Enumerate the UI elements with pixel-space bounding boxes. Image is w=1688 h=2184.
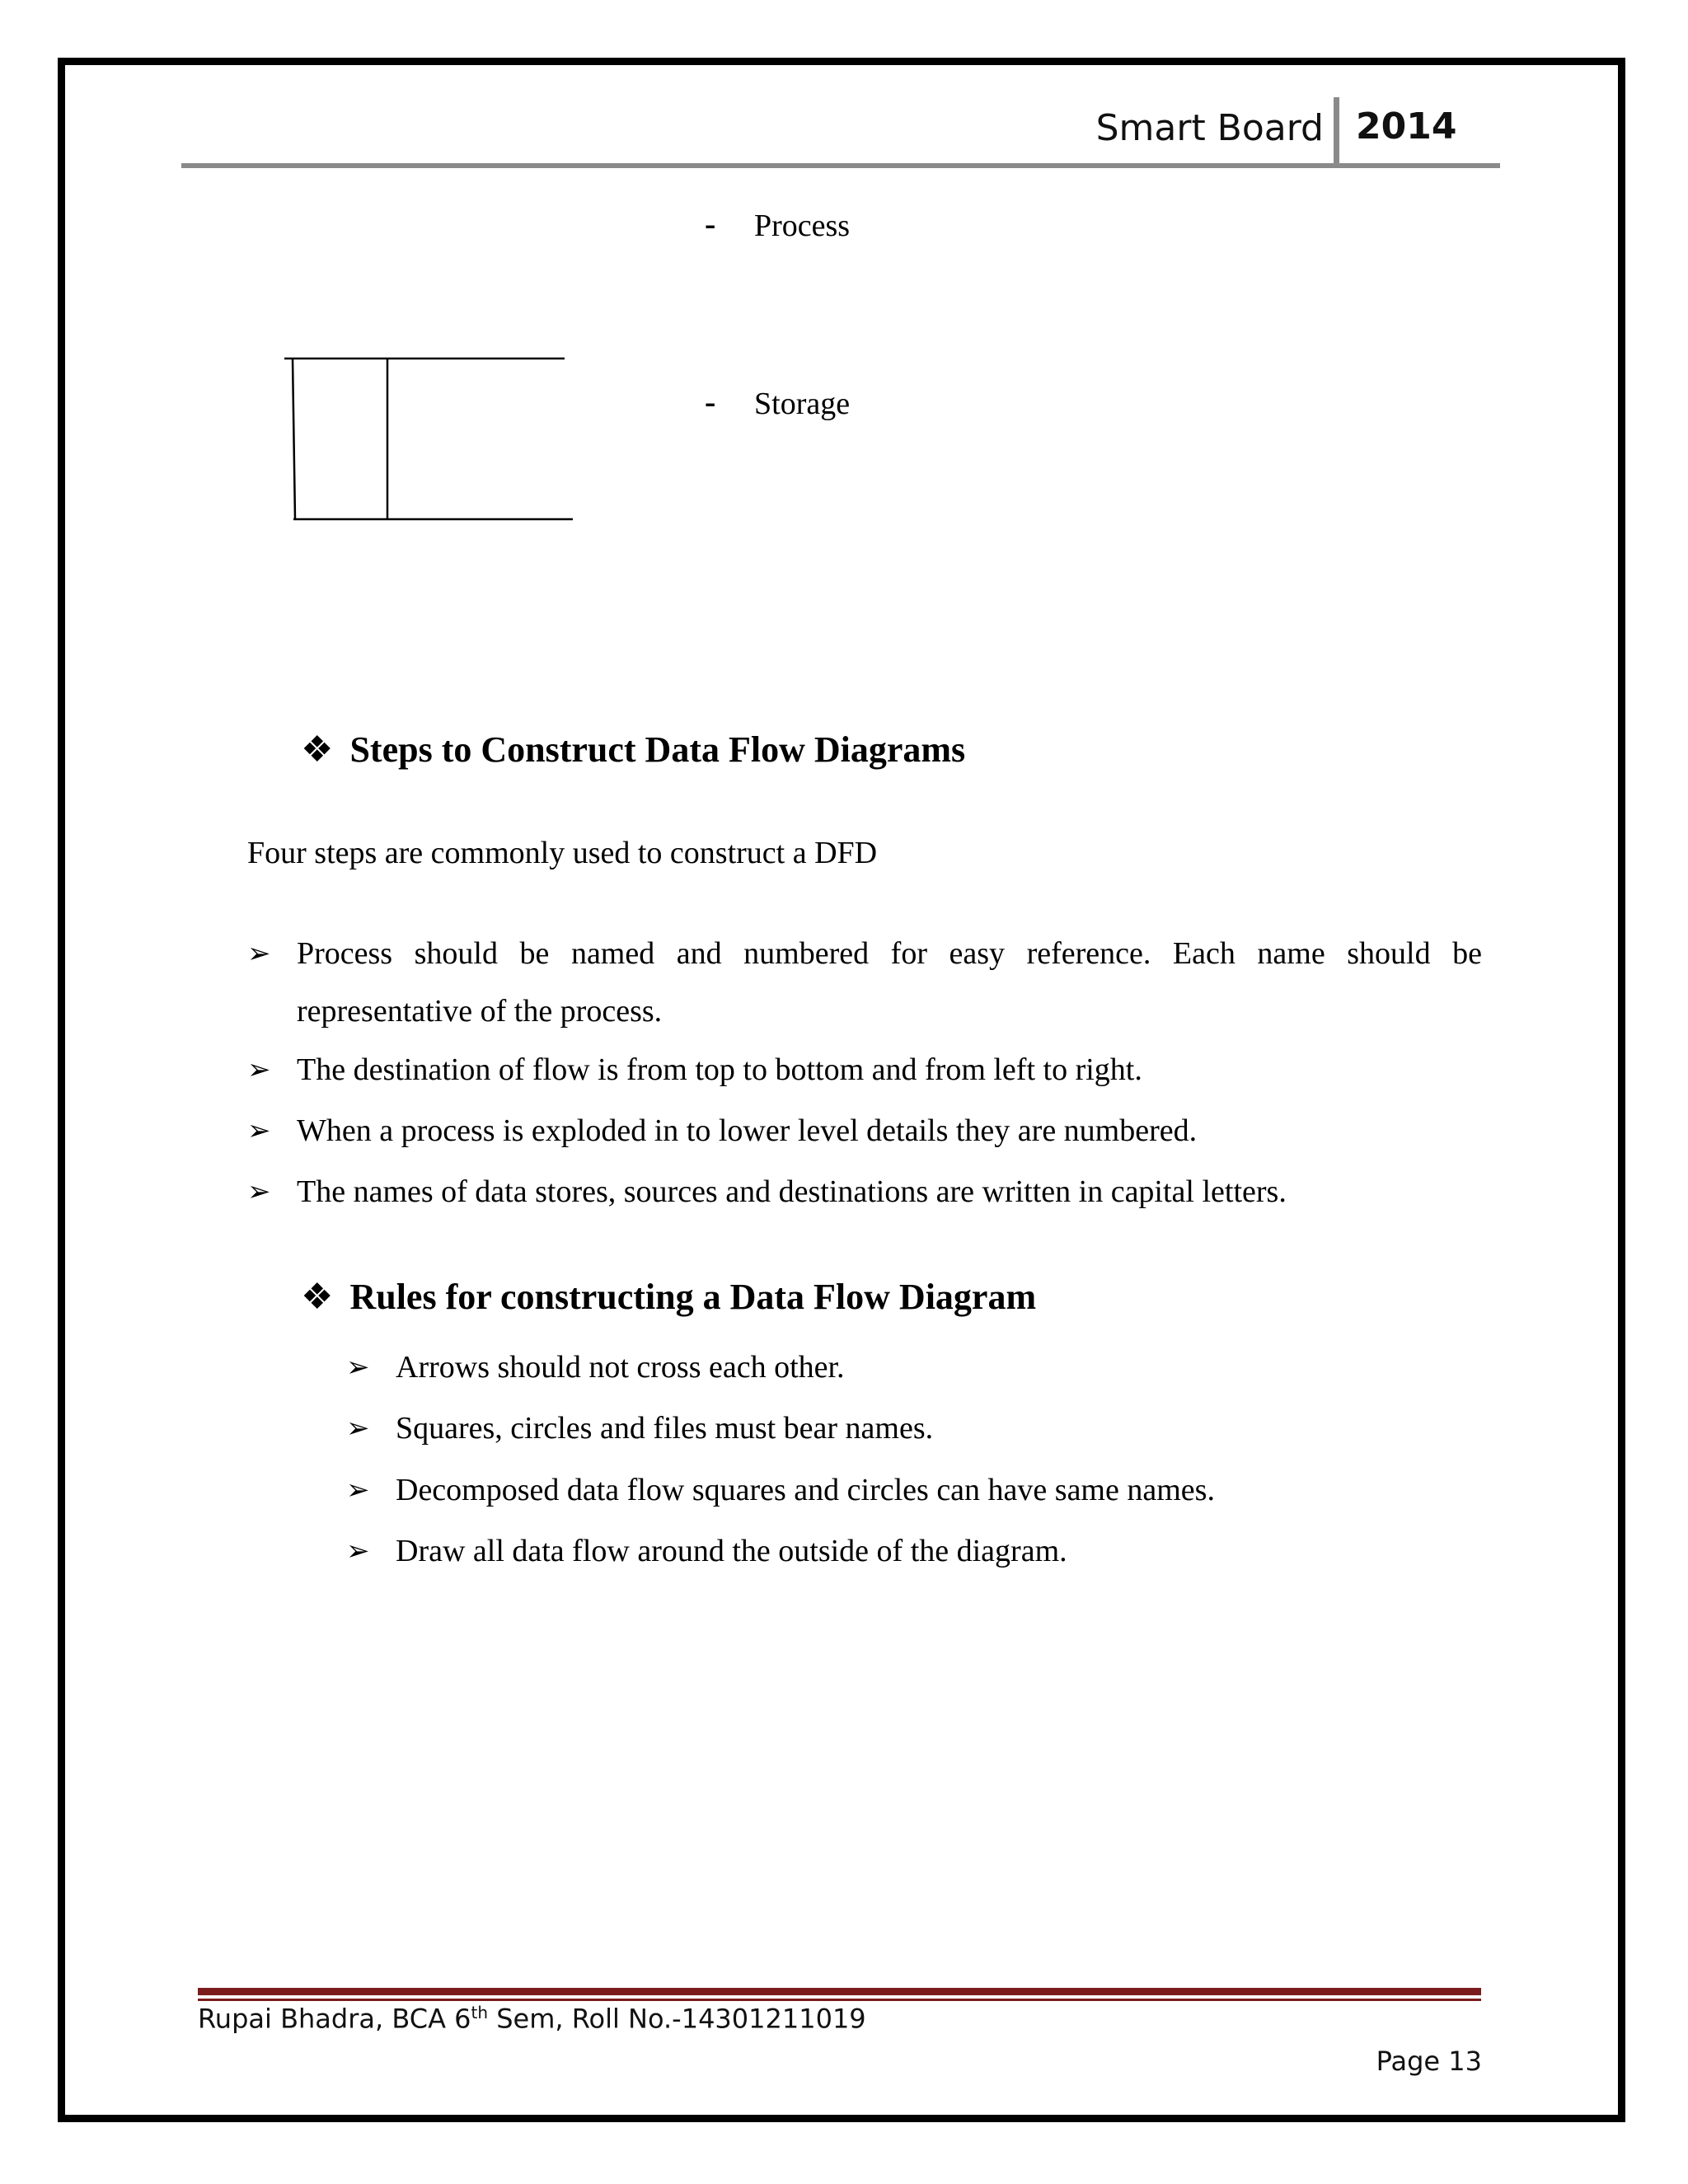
heading-text: Steps to Construct Data Flow Diagrams xyxy=(349,729,966,770)
footer-author-sup: th xyxy=(471,2003,489,2022)
footer-rule-thin xyxy=(198,1999,1481,2001)
page-number: Page 13 xyxy=(1376,2046,1482,2077)
arrow-bullet-icon: ➢ xyxy=(247,1114,271,1147)
section-heading-rules xyxy=(301,1276,1036,1318)
list-item xyxy=(346,1399,1484,1457)
header-title: Smart Board xyxy=(1095,107,1324,149)
section-heading-steps xyxy=(301,729,965,771)
arrow-bullet-icon: ➢ xyxy=(346,1474,370,1507)
header-rule xyxy=(181,163,1500,168)
arrow-bullet-icon: ➢ xyxy=(346,1351,370,1384)
arrow-bullet-icon: ➢ xyxy=(346,1412,370,1445)
heading-text: Rules for constructing a Data Flow Diagram xyxy=(349,1277,1037,1317)
arrow-bullet-icon: ➢ xyxy=(346,1535,370,1568)
list-item-text: Squares, circles and files must bear names. xyxy=(396,1411,934,1446)
list-item-text: The names of data stores, sources and destinations are written in capital letters. xyxy=(297,1174,1287,1209)
list-item-text: Draw all data flow around the outside of the diagram. xyxy=(396,1534,1067,1568)
storage-dash: - xyxy=(705,383,716,420)
list-item-text: Process should be named and numbered for easy reference. Each name should be representative of the process. xyxy=(297,936,1482,1029)
storage-label: Storage xyxy=(754,387,851,421)
list-item xyxy=(247,925,1482,1040)
list-item xyxy=(247,1102,1482,1160)
list-item xyxy=(346,1522,1484,1580)
diamond-bullet-icon: ❖ xyxy=(301,729,334,770)
list-item xyxy=(247,1041,1482,1099)
process-label: Process xyxy=(754,209,851,243)
footer-author xyxy=(198,2003,866,2035)
header-year: 2014 xyxy=(1356,105,1457,148)
header-divider xyxy=(1334,97,1339,166)
list-item-text: Decomposed data flow squares and circles can have same names. xyxy=(396,1473,1215,1507)
list-item-text: Arrows should not cross each other. xyxy=(396,1350,845,1385)
list-item xyxy=(247,1163,1482,1221)
intro-text: Four steps are commonly used to construct a DFD xyxy=(247,836,878,870)
list-item xyxy=(346,1338,1484,1396)
arrow-bullet-icon: ➢ xyxy=(247,1175,271,1208)
list-item-text: When a process is exploded in to lower level details they are numbered. xyxy=(297,1113,1198,1148)
footer-rule xyxy=(198,1988,1481,1995)
arrow-bullet-icon: ➢ xyxy=(247,937,271,970)
list-item-text: The destination of flow is from top to bottom and from left to right. xyxy=(297,1052,1142,1087)
storage-symbol xyxy=(280,350,577,527)
arrow-bullet-icon: ➢ xyxy=(247,1053,271,1086)
process-dash: - xyxy=(705,205,716,242)
footer-author-prefix: Rupai Bhadra, BCA 6 xyxy=(198,2003,471,2035)
diamond-bullet-icon: ❖ xyxy=(301,1277,334,1317)
footer-author-suffix: Sem, Roll No.-14301211019 xyxy=(488,2003,866,2035)
list-item xyxy=(346,1461,1484,1519)
